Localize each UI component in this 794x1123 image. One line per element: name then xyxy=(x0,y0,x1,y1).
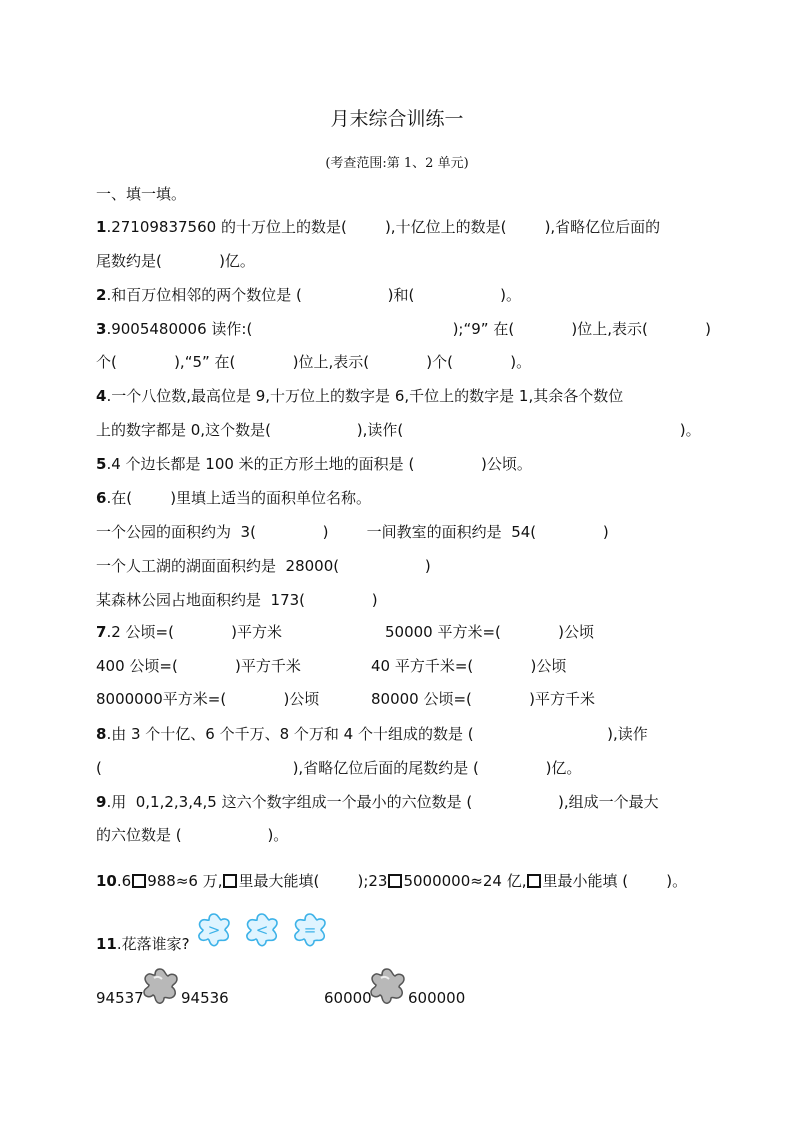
question-9-line-2: 的六位数是 ( )。 xyxy=(96,826,289,844)
flower-symbols xyxy=(194,910,334,950)
blank-square-icon xyxy=(223,874,237,888)
question-4-line-2: 上的数字都是 0,这个数是( ),读作( )。 xyxy=(96,421,701,439)
question-6-line-1: 6.在( )里填上适当的面积单位名称。 xyxy=(96,489,372,507)
blank-square-icon xyxy=(527,874,541,888)
svg-text:<: < xyxy=(255,921,269,939)
question-7-line-1: 7.2 公顷=( )平方米 xyxy=(96,623,283,641)
question-9-line-1: 9.用 0,1,2,3,4,5 这六个数字组成一个最小的六位数是 ( ),组成一个最大 xyxy=(96,793,659,811)
question-10: 10.6 988≈6 万, 里最大能填( );23 5000000≈24 亿, 里最小能填 ( )。 xyxy=(96,872,688,890)
svg-text:=: = xyxy=(303,921,317,939)
question-6-line-3: 一个人工湖的湖面面积约是 28000( ) xyxy=(96,557,431,575)
question-5: 5.4 个边长都是 100 米的正方形土地的面积是 ( )公顷。 xyxy=(96,455,532,473)
question-6-line-2: 一个公园的面积约为 3( ) 一间教室的面积约是 54( ) xyxy=(96,523,609,541)
question-4-line-1: 4.一个八位数,最高位是 9,十万位上的数字是 6,千位上的数字是 1,其余各个数位 xyxy=(96,387,624,405)
question-8-line-1: 8.由 3 个十亿、6 个千万、8 个万和 4 个十组成的数是 ( ),读作 xyxy=(96,725,648,743)
question-1-line-2: 尾数约是( )亿。 xyxy=(96,252,255,270)
question-7-line-2-right: 40 平方千米=( )公顷 xyxy=(371,657,567,675)
question-7-line-3: 8000000平方米=( )公顷 xyxy=(96,690,320,708)
svg-text:>: > xyxy=(207,921,221,939)
question-1-line-1: 1.27109837560 的十万位上的数是( ),十亿位上的数是( ),省略亿位后面的 xyxy=(96,218,661,236)
question-8-line-2: ( ),省略亿位后面的尾数约是 ( )亿。 xyxy=(96,759,582,777)
flower-equal-icon[interactable] xyxy=(295,914,325,946)
compare-2-left: 60000 xyxy=(324,989,372,1007)
question-2: 2.和百万位相邻的两个数位是 ( )和( )。 xyxy=(96,286,522,304)
question-3-line-2: 个( ),“5” 在( )位上,表示( )个( )。 xyxy=(96,353,532,371)
question-11: 11.花落谁家? xyxy=(96,935,190,953)
flower-greater-icon[interactable] xyxy=(199,914,229,946)
question-7-line-3-right: 80000 公顷=( )平方千米 xyxy=(371,690,595,708)
gray-flower-icon[interactable] xyxy=(138,966,182,1006)
question-7-line-1-right: 50000 平方米=( )公顷 xyxy=(385,623,594,641)
gray-flower-icon[interactable] xyxy=(365,966,409,1006)
section-heading: 一、填一填。 xyxy=(96,185,187,203)
question-7-line-2: 400 公顷=( )平方千米 xyxy=(96,657,301,675)
compare-1-right: 94536 xyxy=(181,989,229,1007)
blank-square-icon xyxy=(388,874,402,888)
flower-less-icon[interactable] xyxy=(247,914,277,946)
blank-square-icon xyxy=(132,874,146,888)
page-title: 月末综合训练一 xyxy=(330,108,464,130)
question-3-line-1: 3.9005480006 读作:( );“9” 在( )位上,表示( ) xyxy=(96,320,711,338)
compare-2-right: 600000 xyxy=(408,989,466,1007)
page-subtitle: (考查范围:第 1、2 单元) xyxy=(325,156,469,171)
compare-1-left: 94537 xyxy=(96,989,144,1007)
question-6-line-4: 某森林公园占地面积约是 173( ) xyxy=(96,591,378,609)
